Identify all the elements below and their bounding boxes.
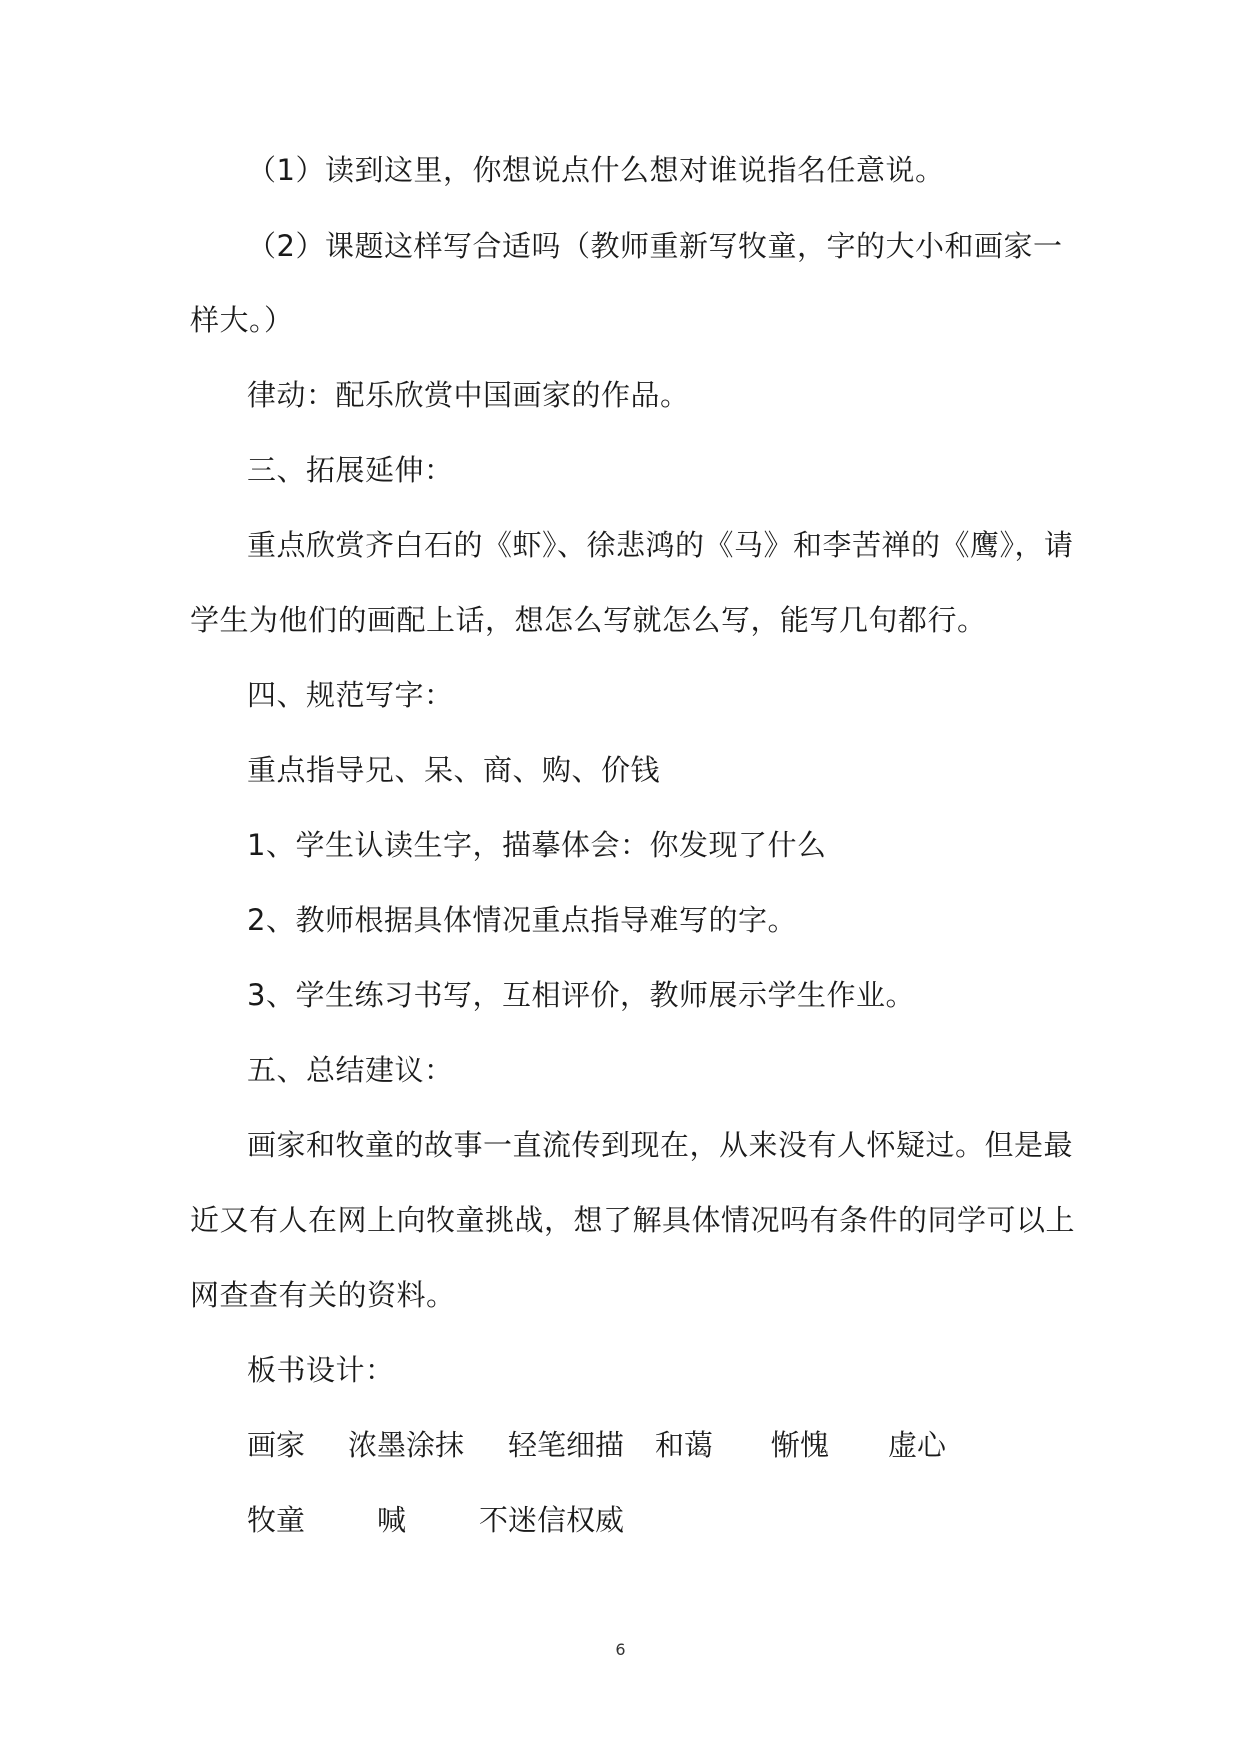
board-cell-shepherd: 牧童 xyxy=(247,1503,306,1537)
board-cell-thick-ink: 浓墨涂抹 xyxy=(348,1428,465,1462)
page-number: 6 xyxy=(615,1640,626,1659)
paragraph-summary-line-3: 网查查有关的资料。 xyxy=(190,1278,456,1312)
paragraph-appreciation: 重点欣赏齐白石的《虾》、徐悲鸿的《马》和李苦禅的《鹰》，请 xyxy=(247,528,1074,562)
board-cell-modest: 虚心 xyxy=(888,1428,947,1462)
paragraph-summary-line-2: 近又有人在网上向牧童挑战，想了解具体情况吗有条件的同学可以上 xyxy=(190,1203,1076,1237)
section-heading-3: 三、拓展延伸： xyxy=(247,453,454,487)
list-item-3: 3、学生练习书写，互相评价，教师展示学生作业。 xyxy=(247,978,915,1012)
paragraph-rhythm: 律动：配乐欣赏中国画家的作品。 xyxy=(247,378,690,412)
section-heading-5: 五、总结建议： xyxy=(247,1053,454,1087)
section-heading-4: 四、规范写字： xyxy=(247,678,454,712)
paragraph-2-continued: 样大。） xyxy=(190,303,294,337)
paragraph-2: （2）课题这样写合适吗（教师重新写牧童，字的大小和画家一 xyxy=(247,229,1063,263)
paragraph-key-characters: 重点指导兄、呆、商、购、价钱 xyxy=(247,753,661,787)
board-cell-light-brush: 轻笔细描 xyxy=(508,1428,625,1462)
board-cell-ashamed: 惭愧 xyxy=(771,1428,830,1462)
list-item-2: 2、教师根据具体情况重点指导难写的字。 xyxy=(247,903,797,937)
paragraph-1: （1）读到这里，你想说点什么想对谁说指名任意说。 xyxy=(247,153,945,187)
board-cell-painter: 画家 xyxy=(247,1428,306,1462)
list-item-1: 1、学生认读生字，描摹体会：你发现了什么 xyxy=(247,828,827,862)
paragraph-summary: 画家和牧童的故事一直流传到现在，从来没有人怀疑过。但是最 xyxy=(247,1128,1074,1162)
paragraph-appreciation-continued: 学生为他们的画配上话，想怎么写就怎么写，能写几句都行。 xyxy=(190,603,987,637)
board-cell-kind: 和蔼 xyxy=(655,1428,714,1462)
board-cell-shout: 喊 xyxy=(377,1503,407,1537)
board-design-heading: 板书设计： xyxy=(247,1353,395,1387)
board-cell-no-blind-authority: 不迷信权威 xyxy=(479,1503,625,1537)
